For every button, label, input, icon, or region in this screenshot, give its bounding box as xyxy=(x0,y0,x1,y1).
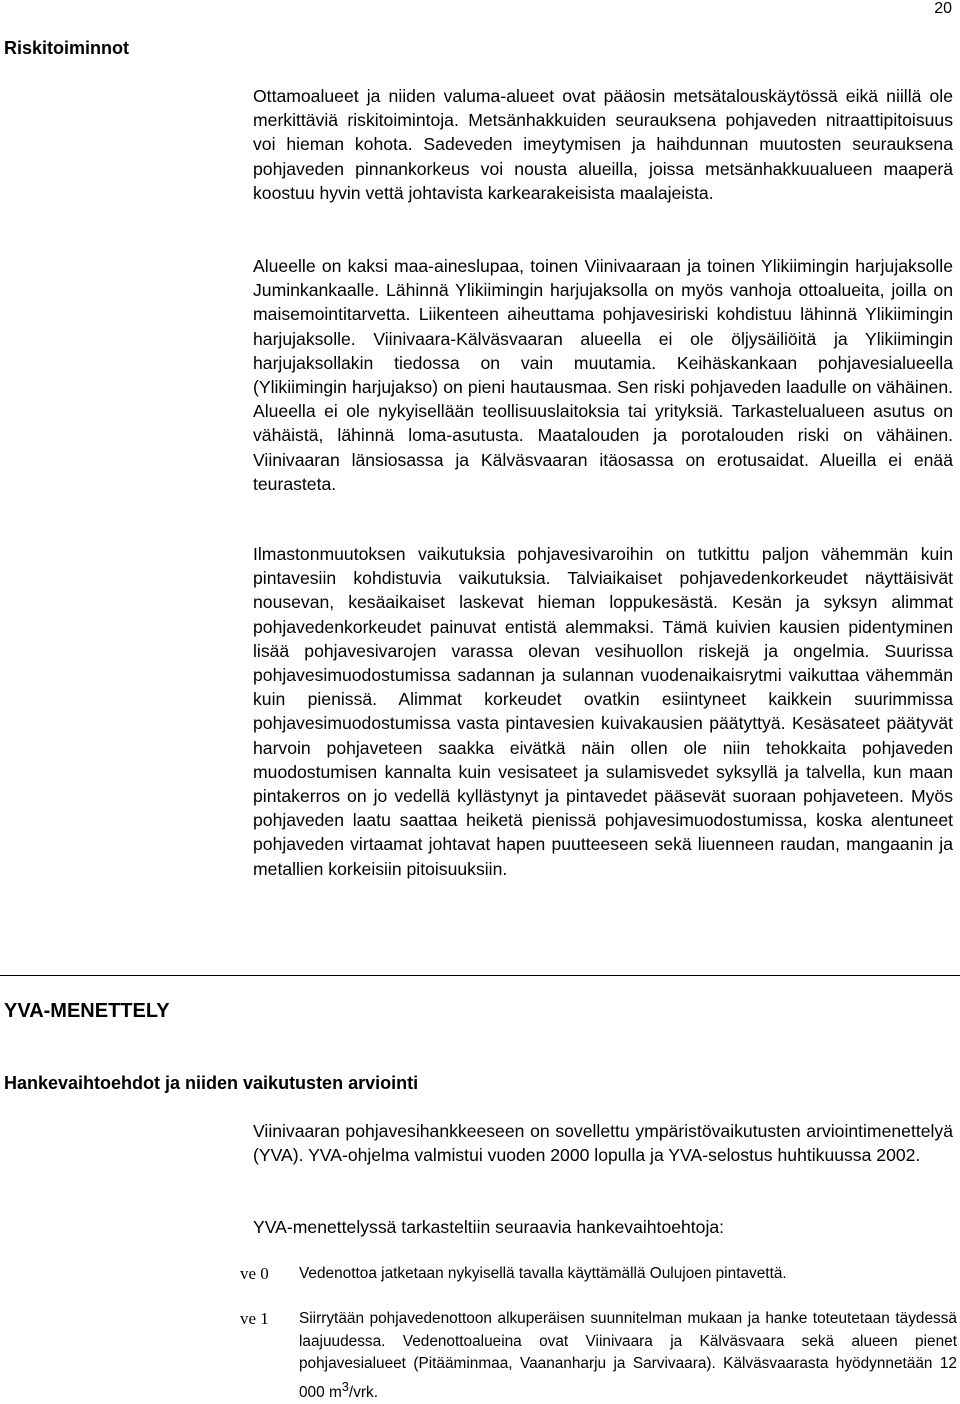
paragraph-permits: Alueelle on kaksi maa-aineslupaa, toinen Viinivaaraan ja toinen Ylikiimingin harjujaksolle Juminkankaalle. Lähinnä Ylikiimingin harjujaksolla on myös vanhoja ottoalueita, joilla on maisemointitarvetta. Liikenteen aiheuttama pohjavesiriski kohdistuu lähinnä Ylikiimingin harjujaksolle. Viinivaara-Kälväsvaaran alueella ei ole öljysäiliöitä ja Ylikiimingin harjujaksollakin tiedossa on vain muutamia. Keihäskankaan pohjavesialueella (Ylikiimingin harjujakso) on pieni hautausmaa. Sen riski pohjaveden laadulle on vähäinen. Alueella ei ole nykyisellään teollisuuslaitoksia tai yrityksiä. Tarkastelualueen asutus on vähäistä, lähinnä loma-asutusta. Maatalouden ja porotalouden riski on vähäinen. Viinivaaran länsiosassa ja Kälväsvaaran itäosassa on erotusaidat. Alueilla ei enää teurasteta. xyxy=(253,256,953,494)
paragraph-yva-intro: Viinivaaran pohjavesihankkeeseen on sovellettu ympäristövaikutusten arviointimenettelyä (YVA). YVA-ohjelma valmistui vuoden 2000 lopulla ja YVA-selostus huhtikuussa 2002. xyxy=(253,1121,953,1166)
section-heading-yva: YVA-MENETTELY xyxy=(4,1000,170,1022)
paragraph-forestry: Ottamoalueet ja niiden valuma-alueet ovat pääosin metsätalouskäytössä eikä niillä ole merkittäviä riskitoimintoja. Metsänhakkuiden seurauksena pohjaveden nitraattipitoisuus voi hieman kohota. Sadeveden imeytymisen ja haihdunnan muutosten seurauksena pohjaveden pinnankorkeus voi nousta alueilla, joissa metsänhakkuualueen maaperä koostuu hyvin vettä johtavista karkearakeisista maalajeista. xyxy=(253,86,953,203)
option-text-ve1-main: Siirrytään pohjavedenottoon alkuperäisen suunnitelman mukaan ja hanke toteutetaan täydessä laajuudessa. Vedenottoalueina ovat Viinivaara ja Kälväsvaara sekä alueen pienet pohjavesialueet (Pitääminmaa, Vaananharju ja Sarvivaara). Kälväsvaarasta hyödynnetään 12 000 m xyxy=(299,1310,957,1401)
section-divider xyxy=(0,975,960,976)
paragraph-climate: Ilmastonmuutoksen vaikutuksia pohjavesivaroihin on tutkittu paljon vähemmän kuin pintavesiin kohdistuvia vaikutuksia. Talviaikaiset pohjavedenkorkeudet näyttäisivät nousevan, kesäaikaiset laskevat hieman loppukesästä. Kesän ja syksyn alimmat pohjavedenkorkeudet painuvat entistä alemmaksi. Tämä kuivien kausien pidentyminen lisää pohjavesivarojen varassa olevan vesihuollon riskejä ja ongelmia. Suurissa pohjavesimuodostumissa sadannan ja sulannan vuodenaikaisrytmi vaikuttaa vähemmän kuin pienissä. Alimmat korkeudet ovatkin esiintyneet kaikkein suurimmissa pohjavesimuodostumissa vasta pintavesien kuivakausien päätyttyä. Kesäsateet päätyvät harvoin pohjaveteen saakka eivätkä näin ollen ole niin tehokkaita pohjaveden muodostumisen kannalta kuin vesisateet ja sulamisvedet syksyllä ja talvella, kun maan pintakerros on jo vedellä kyllästynyt ja pintavedet pääsevät suoraan pohjaveteen. Myös pohjaveden laatu saattaa heiketä pienissä pohjavesimuodostumissa, koska alentuneet pohjaveden virtaamat johtavat hapen puutteeseen sekä liuenneen raudan, mangaanin ja metallien korkeisiin pitoisuuksiin. xyxy=(253,544,953,879)
paragraph-yva-list-intro: YVA-menettelyssä tarkasteltiin seuraavia hankevaihtoehtoja: xyxy=(253,1217,725,1237)
option-text-ve1-suffix: /vrk. xyxy=(348,1383,378,1401)
option-text-ve1 xyxy=(299,1308,957,1404)
section-heading-risk: Riskitoiminnot xyxy=(4,38,129,58)
page-number: 20 xyxy=(934,0,952,17)
superscript-3: 3 xyxy=(341,1378,349,1394)
option-text-ve0: Vedenottoa jatketaan nykyisellä tavalla käyttämällä Oulujoen pintavettä. xyxy=(299,1265,787,1282)
subheading-alternatives: Hankevaihtoehdot ja niiden vaikutusten arviointi xyxy=(4,1073,419,1093)
option-code-ve1: ve 1 xyxy=(240,1309,269,1328)
option-code-ve0: ve 0 xyxy=(240,1264,269,1283)
